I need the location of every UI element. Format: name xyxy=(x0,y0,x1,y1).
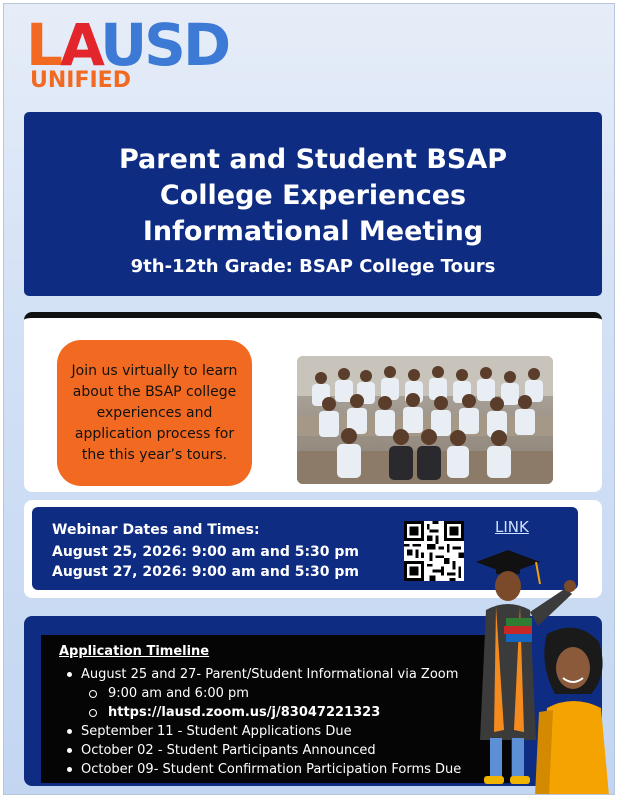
webinar-date-2: August 27, 2026: 9:00 am and 5:30 pm xyxy=(52,564,360,580)
application-timeline xyxy=(41,635,511,783)
title-line-1: Parent and Student BSAP xyxy=(118,144,508,175)
zoom-url[interactable]: https://lausd.zoom.us/j/83047221323 xyxy=(89,705,380,720)
timeline-title: Application Timeline xyxy=(59,644,210,659)
bullet-icon xyxy=(67,672,72,677)
bullet-icon xyxy=(67,729,72,734)
flyer-page xyxy=(3,3,615,795)
timeline-item: October 09- Student Confirmation Participation Forms Due xyxy=(67,762,461,777)
logo-letters-usd: USD xyxy=(100,11,229,79)
zoom-link[interactable]: LINK xyxy=(495,518,529,536)
students-group-photo xyxy=(297,356,553,484)
intro-panel xyxy=(24,312,602,492)
webinar-title: Webinar Dates and Times: xyxy=(52,522,260,538)
title-line-2: College Experiences xyxy=(159,180,467,211)
page-subtitle: 9th-12th Grade: BSAP College Tours xyxy=(130,256,496,277)
student-illustration xyxy=(529,624,615,795)
title-panel xyxy=(24,112,602,296)
page-title xyxy=(24,142,602,250)
logo-letter-l: L xyxy=(26,11,60,79)
qr-code[interactable] xyxy=(404,521,464,581)
bullet-icon xyxy=(67,748,72,753)
circle-bullet-icon xyxy=(89,690,97,698)
bullet-icon xyxy=(67,767,72,772)
lausd-logo xyxy=(26,11,276,96)
timeline-item: August 25 and 27- Parent/Student Informational via Zoom xyxy=(67,667,458,682)
circle-bullet-icon xyxy=(89,709,97,717)
timeline-item: October 02 - Student Participants Announced xyxy=(67,743,376,758)
timeline-subitem: 9:00 am and 6:00 pm xyxy=(89,686,249,701)
logo-unified: UNIFIED xyxy=(30,68,131,93)
timeline-item: September 11 - Student Applications Due xyxy=(67,724,352,739)
logo-letter-a: A xyxy=(59,11,101,79)
intro-blurb: Join us virtually to learn about the BSAP college experiences and application process for the this year’s tours. xyxy=(57,340,252,486)
webinar-date-1: August 25, 2026: 9:00 am and 5:30 pm xyxy=(52,544,360,560)
title-line-3: Informational Meeting xyxy=(142,216,484,247)
